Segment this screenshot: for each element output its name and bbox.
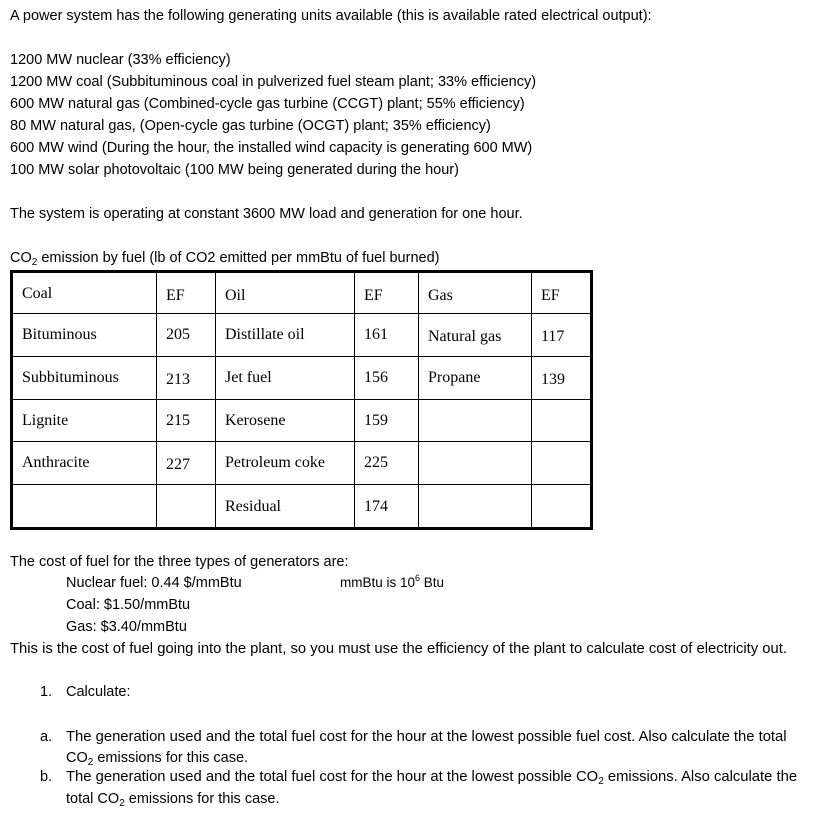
cell-ef-coal-4: [157, 485, 216, 529]
cell-ef-gas-1: 139: [532, 357, 592, 400]
cell-ef-oil-3: 225: [355, 442, 419, 485]
part-b-line2: [66, 791, 279, 807]
mmbtu-note: [340, 575, 444, 590]
cell-oil-0: Distillate oil: [216, 314, 355, 357]
cell-gas-1: Propane: [419, 357, 532, 400]
question-number: 1.: [40, 684, 53, 700]
cost-note: This is the cost of fuel going into the plant, so you must use the efficiency of the plant to calculate cost of electricity out.: [10, 641, 787, 657]
part-b-line1: [66, 769, 797, 785]
cell-ef-oil-2: 159: [355, 400, 419, 442]
part-b-line1-text: The generation used and the total fuel cost for the hour at the lowest possible CO: [66, 769, 599, 785]
part-b-line2-rest: emissions for this case.: [124, 791, 280, 807]
caption-sub: 2: [31, 257, 38, 268]
mmbtu-note-text: mmBtu is 10: [340, 575, 416, 590]
cell-gas-0: Natural gas: [419, 314, 532, 357]
cell-ef-gas-4: [532, 485, 592, 529]
unit-nuclear: 1200 MW nuclear (33% efficiency): [10, 52, 231, 68]
cost-intro: The cost of fuel for the three types of generators are:: [10, 554, 349, 570]
cell-gas-4: [419, 485, 532, 529]
emission-factor-table: [10, 270, 593, 530]
intro-text: A power system has the following generating units available (this is available rated electrical output):: [10, 8, 652, 24]
part-b-line1-sub: 2: [598, 776, 604, 787]
part-a-rest: emissions for this case.: [93, 750, 249, 766]
cost-gas: Gas: $3.40/mmBtu: [66, 619, 187, 635]
cell-ef-oil-0: 161: [355, 314, 419, 357]
mmbtu-exponent: 6: [415, 573, 421, 583]
mmbtu-unit: Btu: [420, 575, 445, 590]
part-a-sub: 2: [87, 757, 94, 768]
cell-coal-4: [12, 485, 157, 529]
cell-ef-oil-1: 156: [355, 357, 419, 400]
part-a-line1: The generation used and the total fuel cost for the hour at the lowest possible fuel cost. Also calculate the total: [66, 729, 787, 745]
cell-gas-2: [419, 400, 532, 442]
part-a-co: CO: [66, 750, 88, 766]
unit-wind: 600 MW wind (During the hour, the installed wind capacity is generating 600 MW): [10, 140, 533, 156]
cell-oil-3: Petroleum coke: [216, 442, 355, 485]
header-oil: Oil: [216, 272, 355, 314]
cost-nuclear: Nuclear fuel: 0.44 $/mmBtu: [66, 575, 242, 591]
header-gas: Gas: [419, 272, 532, 314]
table-row: [12, 485, 592, 529]
cell-gas-3: [419, 442, 532, 485]
table-row: [12, 314, 592, 357]
cell-ef-coal-0: 205: [157, 314, 216, 357]
question-label: Calculate:: [66, 684, 131, 700]
cell-oil-1: Jet fuel: [216, 357, 355, 400]
part-a-marker: a.: [40, 729, 53, 745]
caption-rest: emission by fuel (lb of CO2 emitted per mmBtu of fuel burned): [37, 250, 440, 266]
cell-ef-coal-3: 227: [157, 442, 216, 485]
cell-coal-2: Lignite: [12, 400, 157, 442]
cell-coal-1: Subbituminous: [12, 357, 157, 400]
table-row: [12, 400, 592, 442]
cell-ef-gas-3: [532, 442, 592, 485]
table-row: [12, 442, 592, 485]
unit-ocgt: 80 MW natural gas, (Open-cycle gas turbine (OCGT) plant; 35% efficiency): [10, 118, 491, 134]
table-header-row: [12, 272, 592, 314]
part-a-line2: [66, 750, 248, 766]
header-coal: Coal: [12, 272, 157, 314]
cell-ef-gas-2: [532, 400, 592, 442]
unit-solar: 100 MW solar photovoltaic (100 MW being generated during the hour): [10, 162, 459, 178]
part-b-line2-sub: 2: [119, 798, 125, 809]
table-caption: [10, 250, 439, 266]
operating-text: The system is operating at constant 3600 MW load and generation for one hour.: [10, 206, 523, 222]
cell-coal-3: Anthracite: [12, 442, 157, 485]
cost-coal: Coal: $1.50/mmBtu: [66, 597, 191, 613]
cell-oil-2: Kerosene: [216, 400, 355, 442]
cell-ef-gas-0: 117: [532, 314, 592, 357]
cell-ef-coal-2: 215: [157, 400, 216, 442]
table-row: [12, 357, 592, 400]
caption-prefix: CO: [10, 250, 32, 266]
header-ef-oil: EF: [355, 272, 419, 314]
unit-coal: 1200 MW coal (Subbituminous coal in pulverized fuel steam plant; 33% efficiency): [10, 74, 537, 90]
cell-coal-0: Bituminous: [12, 314, 157, 357]
part-b-marker: b.: [40, 769, 53, 785]
part-b-line1-rest: emissions. Also calculate the: [603, 769, 798, 785]
header-ef-gas: EF: [532, 272, 592, 314]
cell-oil-4: Residual: [216, 485, 355, 529]
header-ef-coal: EF: [157, 272, 216, 314]
cell-ef-oil-4: 174: [355, 485, 419, 529]
cell-ef-coal-1: 213: [157, 357, 216, 400]
part-b-line2-text: total CO: [66, 791, 120, 807]
unit-ccgt: 600 MW natural gas (Combined-cycle gas turbine (CCGT) plant; 55% efficiency): [10, 96, 525, 112]
